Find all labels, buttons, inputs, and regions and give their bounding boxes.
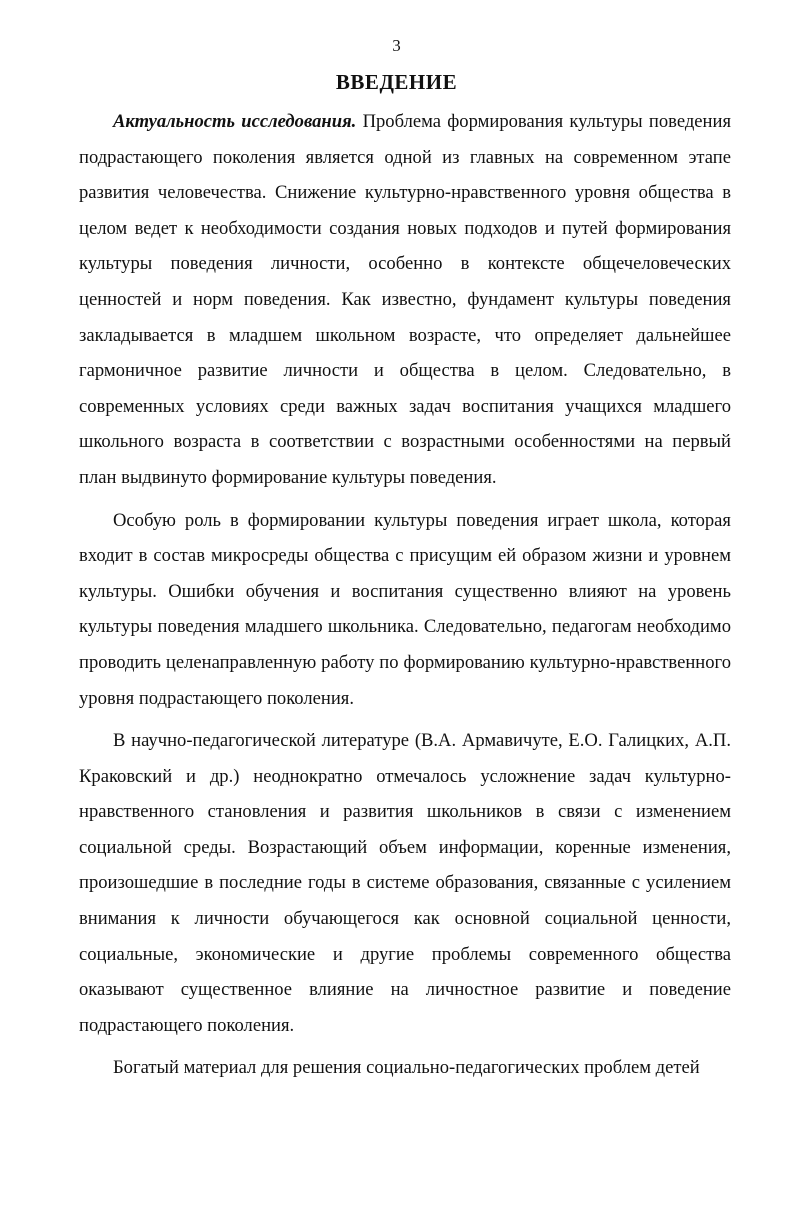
paragraph: Богатый материал для решения социально-педагогических проблем детей: [113, 1057, 700, 1079]
paragraph: В научно-педагогической литературе (В.А. Армавичуте, Е.О. Галицких, А.П. Краковский и др.) неоднократно отмечалось усложнение задач культурно-нравственного становления и развития школьников в связи с изменением социальной среды. Возрастающий объем информации, коренные изменения, произошедшие в последние годы в системе образования, связанные с усилением внимания к личности обучающегося как основной социальной ценности, социальные, экономические и другие проблемы современного общества оказывают существенное влияние на личностное развитие и поведение подрастающего поколения.: [79, 730, 731, 1036]
section-heading: ВВЕДЕНИЕ: [335, 70, 458, 94]
paragraph: Особую роль в формировании культуры поведения играет школа, которая входит в состав микросреды общества с присущим ей образом жизни и уровнем культуры. Ошибки обучения и воспитания существенно влияют на уровень культуры поведения младшего школьника. Следовательно, педагогам необходимо проводить целенаправленную работу по формированию культурно-нравственного уровня подрастающего поколения.: [79, 509, 731, 709]
paragraph-text: Проблема формирования культуры поведения подрастающего поколения является одной из главных на современном этапе развития человечества. Снижение культурно-нравственного уровня общества в целом ведет к необходимости создания новых подходов и путей формирования культуры поведения личности, особенно в контексте общечеловеческих ценностей и норм поведения. Как известно, фундамент культуры поведения закладывается в младшем школьном возрасте, что определяет дальнейшее гармоничное развитие личности и общества в целом. Следовательно, в современных условиях среди важных задач воспитания учащихся младшего школьного возраста в соответствии с возрастными особенностями на первый план выдвинуто формирование культуры поведения.: [79, 111, 731, 488]
paragraph-lead: Актуальность исследования.: [113, 111, 357, 132]
paragraph-relevance: [79, 104, 731, 496]
document-body: [79, 104, 731, 1093]
page-number: 3: [392, 36, 401, 55]
